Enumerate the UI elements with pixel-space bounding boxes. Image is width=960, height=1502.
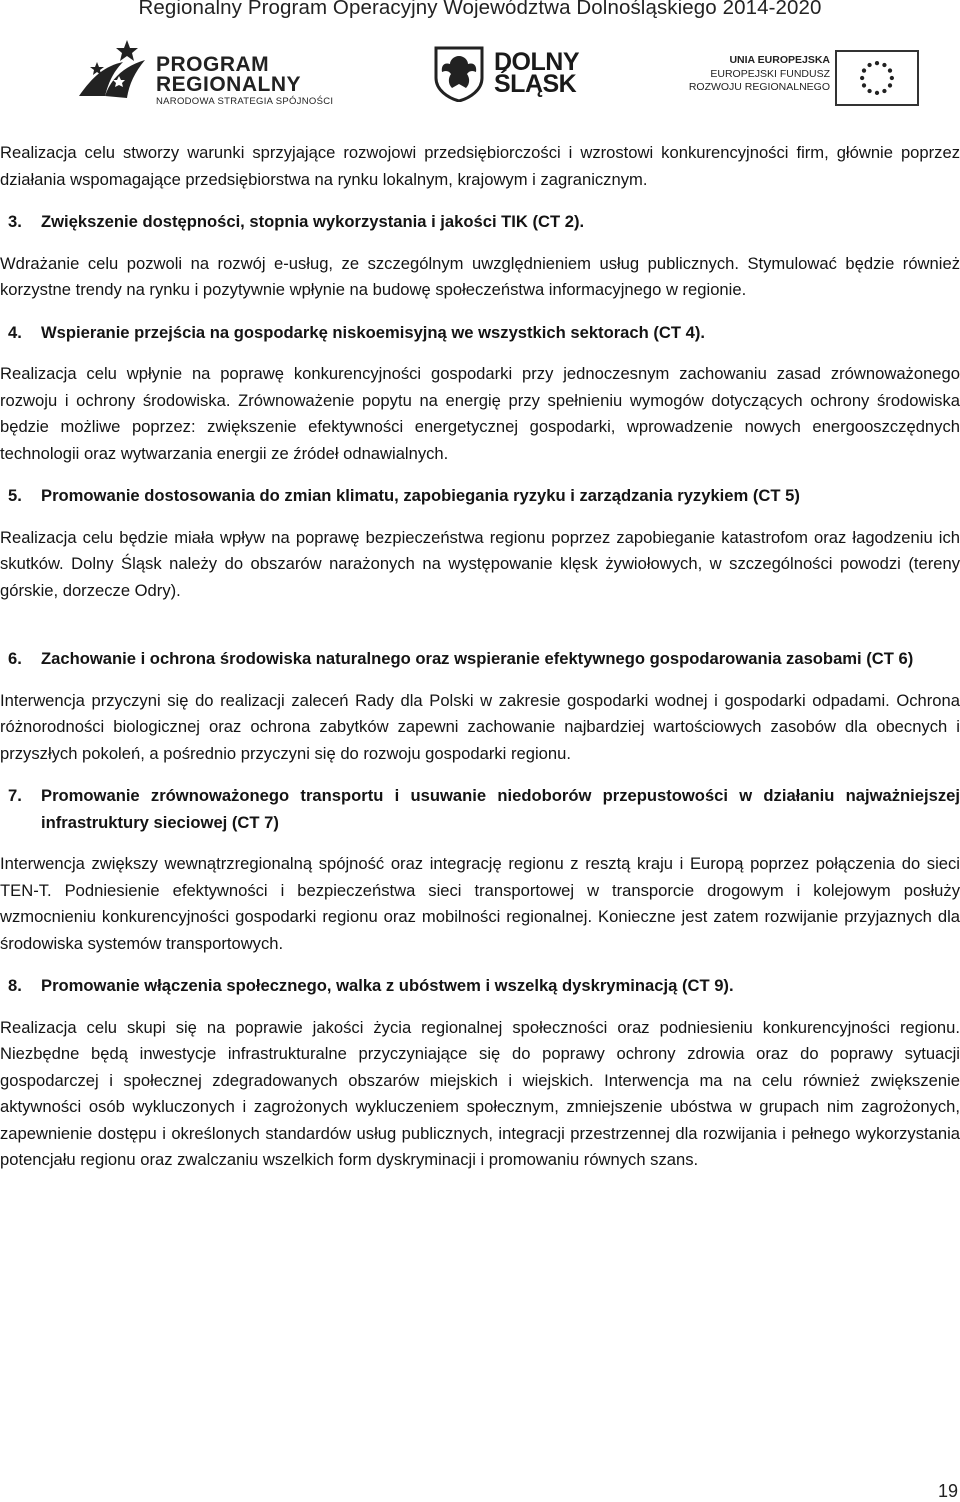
section-7-paragraph: Interwencja zwiększy wewnątrzregionalną spójność oraz integrację regionu z resztą kraju i Europą poprzez połączenia do sieci TEN-T. Podniesienie efektywności i bezpieczeństwa sieci transportowej w transporcie drogowym i kolejowym posłuży wzmocnieniu konkurencyjności gospodarki regionu oraz mobilności regionalnej. Konieczne jest zatem rozwijanie przyjaznych dla środowiska systemów transportowych. (0, 854, 960, 953)
section-3-paragraph: Wdrażanie celu pozwoli na rozwój e-usług, ze szczególnym uwzględnieniem usług publicznych. Stymulować będzie również korzystne trendy na rynku i pozytywnie wpłynie na budowę społeczeństwa informacyjnego w regionie. (0, 253, 960, 299)
intro-paragraph: Realizacja celu stworzy warunki sprzyjające rozwojowi przedsiębiorczości i wzrostowi konkurencyjności firm, głównie poprzez działania wspomagające przedsiębiorstwa na rynku lokalnym, krajowym i zagranicznym. (0, 143, 960, 189)
section-number: 5. (8, 486, 22, 505)
dolny-slask-line2: ŚLĄSK (494, 70, 577, 98)
section-title: Promowanie zrównoważonego transportu i usuwanie niedoborów przepustowości w działaniu najważniejszej infrastruktury sieciowej (CT 7) (41, 786, 960, 832)
page-number: 19 (937, 1481, 958, 1501)
dolny-slask-logo (430, 44, 615, 104)
eu-logo-line3: ROZWOJU REGIONALNEGO (688, 81, 830, 93)
eagle-crest-icon (430, 44, 488, 102)
section-heading-5 (0, 483, 960, 510)
program-logo-line3: NARODOWA STRATEGIA SPÓJNOŚCI (156, 96, 334, 107)
section-title: Promowanie dostosowania do zmian klimatu, zapobiegania ryzyku i zarządzania ryzykiem (CT 5) (41, 486, 800, 505)
section-heading-7 (0, 783, 960, 836)
section-8-paragraph: Realizacja celu skupi się na poprawie jakości życia regionalnej społeczności oraz podniesieniu konkurencyjności regionu. Niezbędne będą inwestycje infrastrukturalne przyczyniające się do poprawy ochrony zdrowia oraz do poprawy sytuacji gospodarczej i społecznej zdegradowanych obszarów miejskich i wiejskich. Interwencja ma na celu również zwiększenie aktywności osób wykluczonych i zagrożonych wykluczeniem społecznym, zmniejszenie ubóstwa w grupach nim zagrożonych, zapewnienie dostępu i określonych standardów usług publicznych, integracji przestrzennej dla rozwijania i pełnego wykorzystania potencjału regionu oraz zwalczaniu wszelkich form dyskryminacji i promowaniu równych szans. (0, 1017, 960, 1169)
eu-logo-line1: UNIA EUROPEJSKA (729, 54, 830, 66)
page-header-title: Regionalny Program Operacyjny Województwa Dolnośląskiego 2014-2020 (138, 0, 822, 19)
program-regionalny-logo (75, 36, 365, 106)
section-number: 8. (8, 976, 22, 995)
section-title: Promowanie włączenia społecznego, walka z ubóstwem i wszelką dyskryminacją (CT 9). (41, 976, 734, 995)
section-number: 3. (8, 212, 22, 231)
section-number: 4. (8, 322, 22, 342)
section-6-paragraph: Interwencja przyczyni się do realizacji zaleceń Rady dla Polski w zakresie gospodarki wodnej i gospodarki odpadami. Ochrona różnorodności biologicznej oraz ochrona zabytków zapewni zachowanie najbardziej wartościowych zasobów dla obecnych i przyszłych pokoleń, a pośrednio przyczyni się do rozwoju gospodarki regionu. (0, 690, 960, 763)
section-number: 7. (8, 786, 22, 805)
section-heading-3 (0, 209, 960, 236)
section-heading-6 (0, 646, 960, 673)
section-4-paragraph: Realizacja celu wpłynie na poprawę konkurencyjności gospodarki przy jednoczesnym zachowaniu zasad zrównoważonego rozwoju i ochrony środowiska. Zrównoważenie popytu na energię przy spełnieniu wymogów dotyczących ochrony środowiska będzie możliwe poprzez: zwiększenie efektywności energetycznej gospodarki, wprowadzenie nowych energooszczędnych technologii oraz wytwarzania energii ze źródeł odnawialnych. (0, 364, 960, 463)
program-logo-line2: REGIONALNY (156, 73, 302, 96)
eu-logo (680, 50, 925, 110)
section-heading-4 (0, 320, 960, 347)
eu-flag-icon (835, 50, 919, 106)
dolny-slask-line1: DOLNY (494, 48, 579, 76)
section-heading-8 (0, 973, 960, 1000)
document-body (0, 140, 960, 1174)
section-number: 6. (8, 649, 22, 668)
section-5-paragraph: Realizacja celu będzie miała wpływ na poprawę bezpieczeństwa regionu poprzez zapobieganie katastrofom oraz łagodzeniu ich skutków. Dolny Śląsk należy do obszarów narażonych na występowanie klęsk żywiołowych, w szczególności powodzi (tereny górskie, dorzecze Odry). (0, 527, 960, 600)
logo-bar (0, 30, 960, 110)
program-regionalny-emblem-icon (75, 36, 155, 104)
program-logo-line1: PROGRAM (156, 53, 270, 76)
section-title: Zachowanie i ochrona środowiska naturalnego oraz wspieranie efektywnego gospodarowania zasobami (CT 6) (41, 649, 914, 668)
section-title: Wspieranie przejścia na gospodarkę niskoemisyjną we wszystkich sektorach (CT 4). (41, 322, 705, 342)
section-title: Zwiększenie dostępności, stopnia wykorzystania i jakości TIK (CT 2). (41, 212, 585, 231)
eu-logo-line2: EUROPEJSKI FUNDUSZ (710, 68, 830, 80)
